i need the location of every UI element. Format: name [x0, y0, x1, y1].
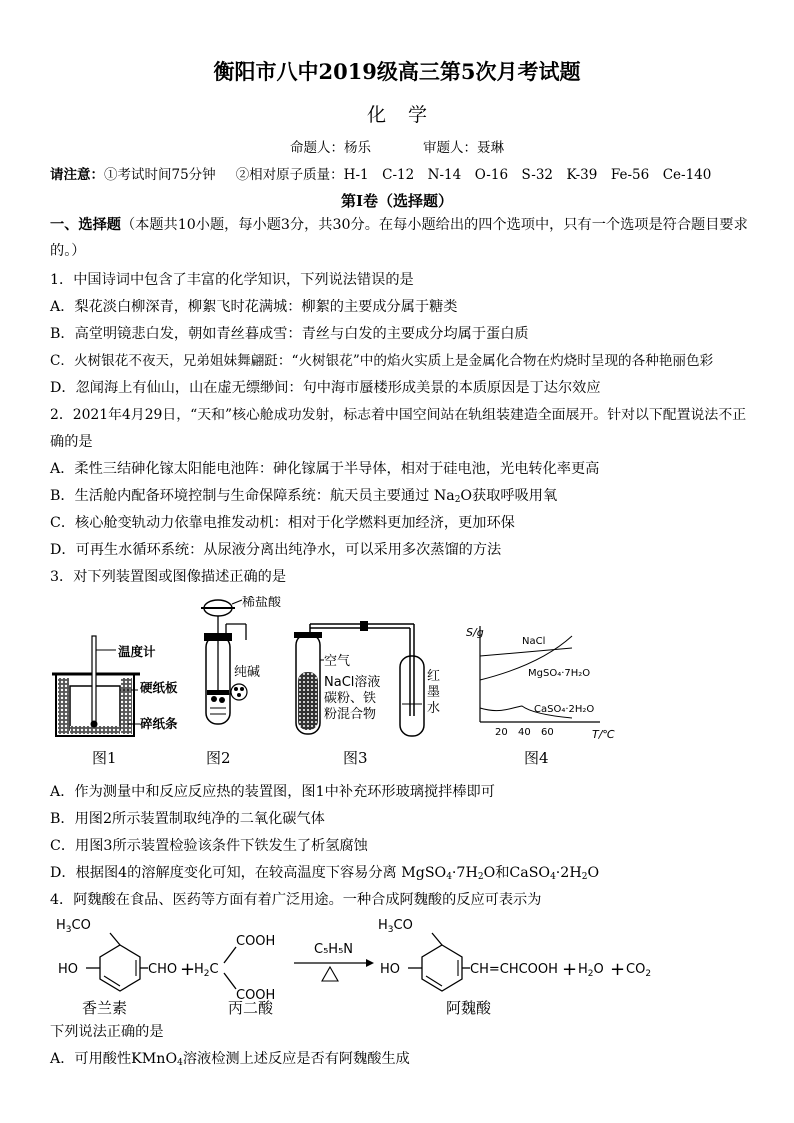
q4-stem: 4．阿魏酸在食品、医药等方面有着广泛用途。一种合成阿魏酸的反应可表示为 — [50, 892, 542, 908]
q1-option-c: C．火树银花不夜天，兄弟姐妹舞翩跹：“火树银花”中的焰火实质上是金属化合物在灼烧时呈现的各种艳丽色彩 — [50, 353, 714, 369]
svg-text:H3CO: $H_3CO$ — [56, 918, 91, 935]
ferulic-acid-structure — [378, 918, 558, 991]
fig4-series-mgso4: MgSO₄·7H₂O — [528, 668, 591, 679]
thermometer — [92, 636, 96, 724]
fig1-caption: 图1 — [92, 749, 117, 767]
q3-d-mid3: ·2H — [555, 865, 582, 881]
fig3-air-label: 空气 — [324, 654, 351, 669]
q2-b-post: O获取呼吸用氧 — [460, 488, 558, 504]
q3-d-pre: D．根据图4的溶解度变化可知，在较高温度下容易分离 MgSO — [50, 865, 447, 881]
fig1-scraps-label: 碎纸条 — [140, 716, 178, 731]
q3-d-mid2: O和CaSO — [483, 865, 551, 881]
fig4-series-caso4: CaSO₄·2H₂O — [534, 704, 595, 715]
fig1-thermometer-label: 温度计 — [118, 644, 156, 659]
q3-option-c: C．用图3所示装置检验该条件下铁发生了析氢腐蚀 — [50, 838, 368, 854]
q2-b-pre: B．生活舱内配备环境控制与生命保障系统：航天员主要通过 Na — [50, 488, 455, 504]
q2-stem-b: 确的是 — [50, 434, 93, 450]
part1-intro — [50, 215, 748, 235]
vanillin-structure — [56, 918, 177, 991]
q3-option-d — [50, 863, 599, 883]
svg-text:CHO: CHO — [148, 962, 178, 977]
q1-option-b: B．高堂明镜悲白发，朝如青丝暮成雪：青丝与白发的主要成分均属于蛋白质 — [50, 326, 529, 342]
q3-d-s1: 4 — [446, 872, 452, 882]
svg-text:+: + — [610, 959, 626, 980]
q2-stem-a: 2．2021年4月29日，“天和”核心舱成功发射，标志着中国空间站在轨组装建造全面展开。针对以下配置说法不正 — [50, 407, 747, 423]
reviewer: 审题人：聂琳 — [423, 140, 504, 156]
q4-reaction-scheme — [48, 915, 728, 1020]
q3-option-a: A．作为测量中和反应反应热的装置图，图1中补充环形玻璃搅拌棒即可 — [50, 784, 495, 800]
fig3-ink-2: 墨 — [427, 685, 441, 700]
q4-a-sub: 4 — [177, 1058, 183, 1068]
iron-carbon-mixture — [298, 672, 318, 730]
part1-heading: 一、选择题 — [50, 217, 121, 233]
fig2-acid-label: 稀盐酸 — [242, 596, 282, 610]
notice-label: 请注意： — [50, 167, 104, 183]
figure-2-gas-generator — [188, 596, 298, 746]
svg-text:HO: HO — [380, 962, 401, 977]
q2-option-d: D．可再生水循环系统：从尿液分离出纯净水，可以采用多次蒸馏的方法 — [50, 542, 502, 558]
svg-text:CH=CHCOOH: CH=CHCOOH — [470, 962, 558, 977]
fig2-caption: 图2 — [206, 749, 231, 767]
vanillin-label: 香兰素 — [82, 999, 128, 1017]
author: 命题人：杨乐 — [290, 140, 371, 156]
fig4-caption: 图4 — [524, 749, 549, 767]
right-tube — [400, 656, 424, 736]
fig4-tick-60: 60 — [541, 727, 554, 738]
reaction-arrow — [294, 942, 374, 981]
figure-4-solubility-chart — [460, 618, 625, 743]
nacl-curve — [480, 648, 572, 656]
part1-intro-a: （本题共10小题，每小题3分，共30分。在每小题给出的四个选项中，只有一个选项是符合题目要求 — [120, 217, 748, 233]
svg-text:H2O: $H_2O$ — [578, 962, 604, 979]
fig3-ink-1: 红 — [427, 669, 441, 684]
q2-b-sub: 2 — [454, 495, 461, 505]
q4-sub-stem: 下列说法正确的是 — [50, 1024, 164, 1040]
page-title: 衡阳市八中2019级高三第5次月考试题 — [213, 59, 581, 84]
svg-text:+: + — [562, 959, 578, 980]
q3-d-mid: ·7H — [451, 865, 478, 881]
q3-stem: 3．对下列装置图或图像描述正确的是 — [50, 569, 287, 585]
part1-intro-b: 的。） — [50, 243, 86, 259]
q3-d-s2: 2 — [477, 872, 484, 882]
svg-text:CO2: $CO_2$ — [626, 962, 652, 979]
subject-title: 化学 — [366, 104, 449, 126]
authors-line — [0, 136, 794, 156]
catalyst-label: C₅H₅N — [314, 942, 353, 957]
notice-masses: ②相对原子质量：H-1 C-12 N-14 O-16 S-32 K-39 Fe-56 Ce-140 — [235, 167, 712, 183]
notice-time: ①考试时间75分钟 — [104, 167, 216, 183]
svg-text:COOH: COOH — [236, 934, 276, 949]
svg-text:COOH: COOH — [236, 988, 276, 1003]
svg-text:HO: HO — [58, 962, 79, 977]
fig2-soda-label: 纯碱 — [234, 665, 261, 680]
q3-d-s4: 2 — [581, 872, 588, 882]
q2-option-b — [50, 486, 557, 506]
fig3-mix-line2: 碳粉、铁 — [324, 691, 377, 706]
section-title: 第I卷（选择题） — [340, 192, 454, 210]
malonic-label: 丙二酸 — [228, 999, 274, 1017]
q1-option-d: D．忽闻海上有仙山，山在虚无缥缈间：句中海市蜃楼形成美景的本质原因是丁达尔效应 — [50, 380, 601, 396]
svg-text:H3CO: $H_3CO$ — [378, 918, 413, 935]
q3-d-s3: 4 — [550, 872, 556, 882]
q3-d-post: O — [587, 865, 600, 881]
fig4-tick-40: 40 — [518, 727, 531, 738]
notice-line — [50, 163, 711, 183]
fig4-ylabel: S/g — [466, 626, 484, 639]
figure-1-calorimeter — [48, 628, 198, 743]
fig4-tick-20: 20 — [495, 727, 508, 738]
q4-a-post: 溶液检测上述反应是否有阿魏酸生成 — [182, 1051, 410, 1067]
figure-3-corrosion-setup — [290, 620, 450, 745]
fig1-board-label: 硬纸板 — [140, 680, 178, 695]
svg-text:H2C: $H_2C$ — [194, 962, 219, 979]
q3-option-b: B．用图2所示装置制取纯净的二氧化碳气体 — [50, 811, 325, 827]
soda-icon — [231, 684, 247, 700]
fig3-mix-line3: 粉混合物 — [324, 707, 377, 722]
q2-option-a: A．柔性三结砷化镓太阳能电池阵：砷化镓属于半导体，相对于硅电池，光电转化率更高 — [50, 461, 600, 477]
malonic-acid-structure — [194, 934, 275, 1003]
fig4-series-nacl: NaCl — [522, 636, 546, 647]
q1-option-a: A．梨花淡白柳深青，柳絮飞时花满城：柳絮的主要成分属于糖类 — [50, 299, 458, 315]
q4-option-a — [50, 1049, 410, 1069]
fig4-xlabel: T/℃ — [592, 728, 615, 741]
svg-text:+: + — [180, 959, 196, 980]
fig3-caption: 图3 — [343, 749, 368, 767]
q1-stem: 1．中国诗词中包含了丰富的化学知识，下列说法错误的是 — [50, 272, 414, 288]
fig3-mix-line1: NaCl溶液 — [324, 675, 381, 690]
fig3-ink-3: 水 — [427, 701, 441, 716]
ferulic-label: 阿魏酸 — [446, 999, 492, 1017]
q4-a-pre: A．可用酸性KMnO — [50, 1051, 178, 1067]
q2-option-c: C．核心舱变轨动力依靠电推发动机：相对于化学燃料更加经济，更加环保 — [50, 515, 515, 531]
